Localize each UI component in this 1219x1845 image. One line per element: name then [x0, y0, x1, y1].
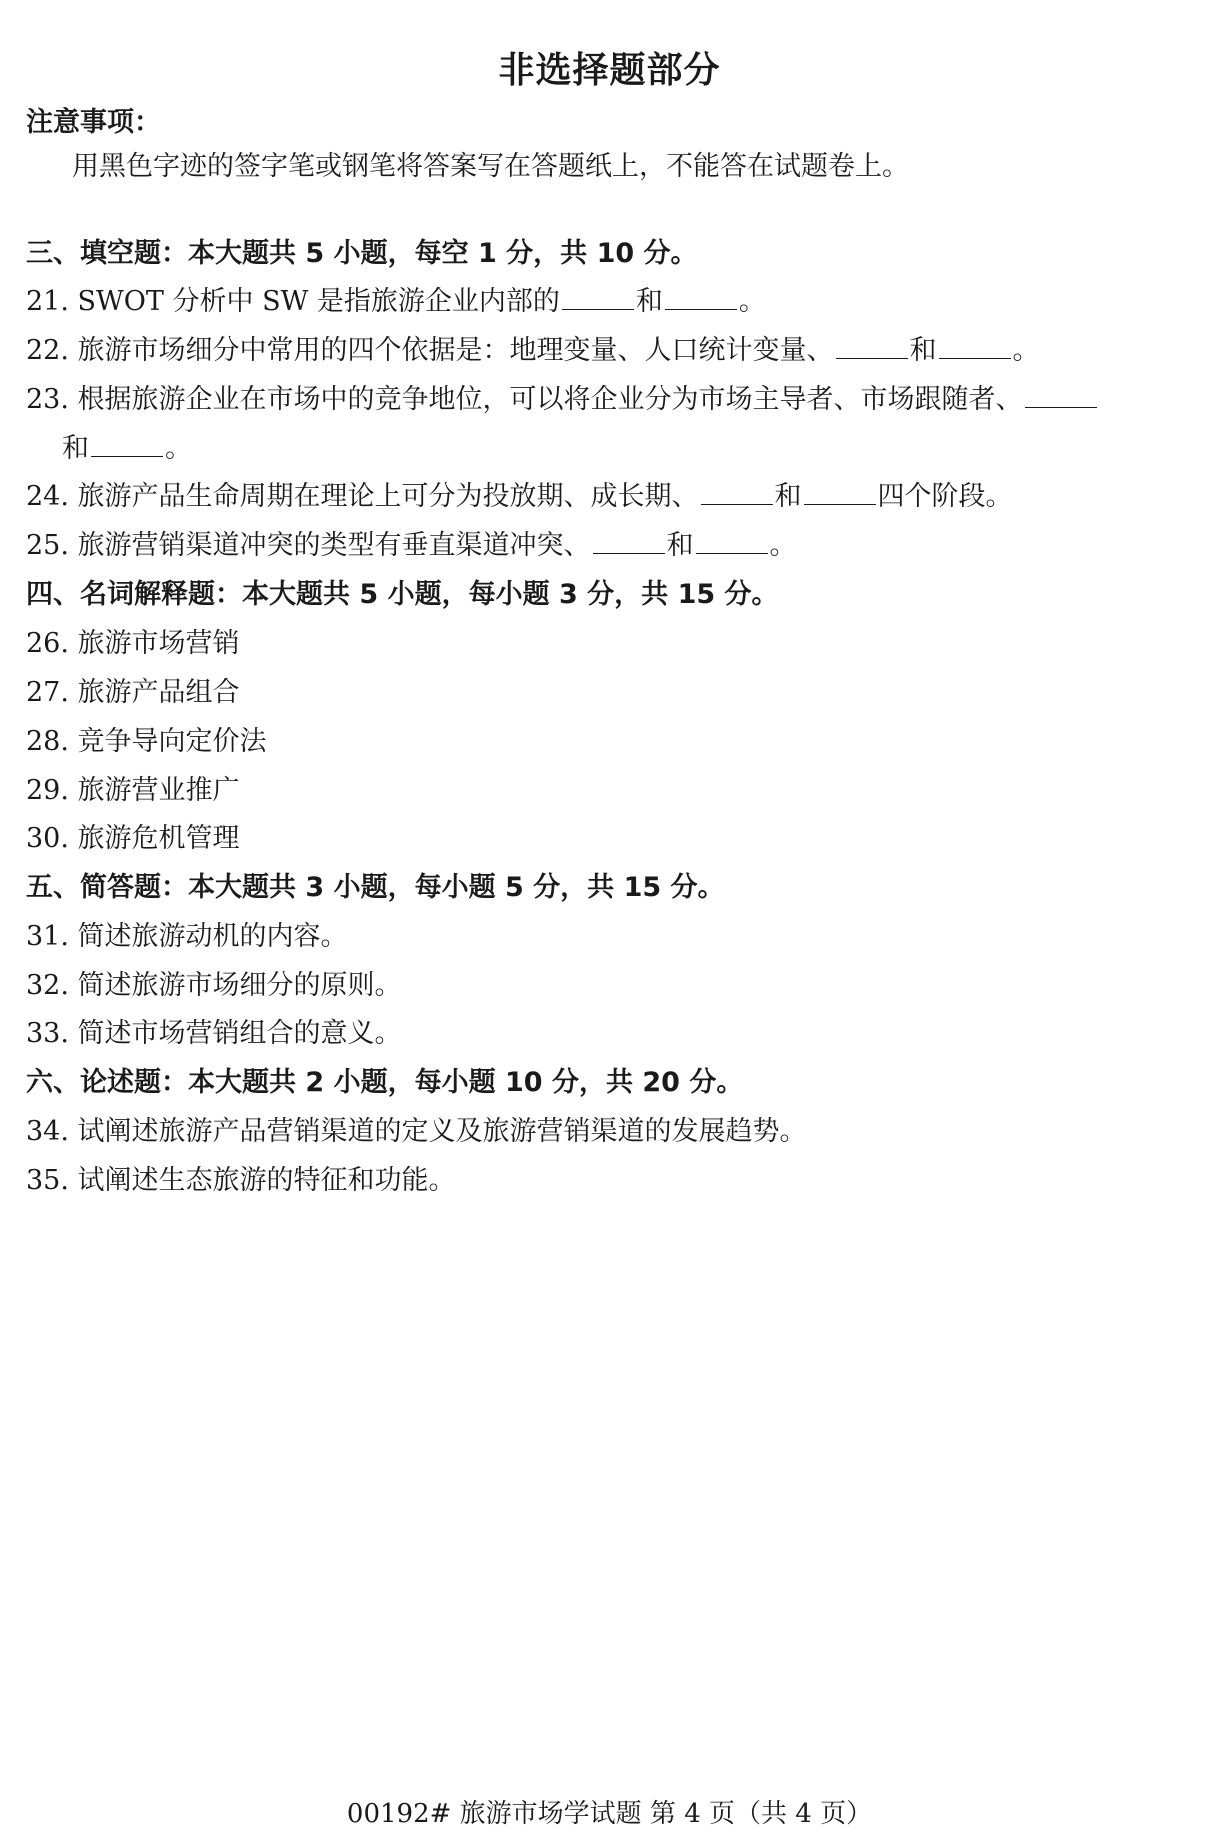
page-footer: 00192# 旅游市场学试题 第 4 页（共 4 页） [346, 1799, 873, 1829]
question-text: 和 [62, 433, 89, 464]
question-text: 。 [165, 433, 192, 464]
section-4-heading: 四、名词解释题：本大题共 5 小题，每小题 3 分，共 15 分。 [26, 579, 779, 610]
answer-blank [91, 432, 163, 457]
question-text: 和 [666, 530, 694, 561]
answer-blank [701, 480, 773, 505]
question-text: 四个阶段。 [877, 481, 1013, 512]
question-text: 和 [909, 335, 937, 366]
section-6-heading: 六、论述题：本大题共 2 小题，每小题 10 分，共 20 分。 [26, 1067, 744, 1098]
answer-blank [562, 285, 634, 310]
question-text: 和 [635, 286, 663, 317]
question-23 [26, 383, 1099, 417]
question-22 [26, 334, 1040, 368]
answer-blank [665, 285, 737, 310]
section-3-heading: 三、填空题：本大题共 5 小题，每空 1 分，共 10 分。 [26, 238, 698, 269]
question-27: 27. 旅游产品组合 [26, 677, 240, 708]
answer-blank [1025, 383, 1097, 408]
question-text: 。 [1012, 335, 1040, 366]
notice-heading: 注意事项： [26, 107, 161, 138]
question-24 [26, 480, 1013, 514]
page-title: 非选择题部分 [498, 50, 721, 91]
question-29: 29. 旅游营业推广 [26, 775, 240, 806]
question-30: 30. 旅游危机管理 [26, 823, 240, 854]
question-33: 33. 简述市场营销组合的意义。 [26, 1018, 402, 1049]
section-5-heading: 五、简答题：本大题共 3 小题，每小题 5 分，共 15 分。 [26, 872, 725, 903]
question-text: 21. SWOT 分析中 SW 是指旅游企业内部的 [26, 286, 560, 317]
question-text: 24. 旅游产品生命周期在理论上可分为投放期、成长期、 [26, 481, 699, 512]
answer-blank [696, 529, 768, 554]
question-text: 。 [769, 530, 797, 561]
question-text: 和 [774, 481, 802, 512]
question-26: 26. 旅游市场营销 [26, 628, 240, 659]
question-32: 32. 简述旅游市场细分的原则。 [26, 970, 402, 1001]
question-text: 。 [738, 286, 766, 317]
question-21 [26, 285, 766, 319]
answer-blank [804, 480, 876, 505]
question-text: 22. 旅游市场细分中常用的四个依据是：地理变量、人口统计变量、 [26, 335, 834, 366]
answer-blank [939, 334, 1011, 359]
question-35: 35. 试阐述生态旅游的特征和功能。 [26, 1165, 456, 1196]
question-34: 34. 试阐述旅游产品营销渠道的定义及旅游营销渠道的发展趋势。 [26, 1116, 807, 1147]
notice-text: 用黑色字迹的签字笔或钢笔将答案写在答题纸上，不能答在试题卷上。 [72, 151, 909, 182]
question-23-continued [62, 432, 192, 466]
question-25 [26, 529, 797, 563]
answer-blank [836, 334, 908, 359]
question-text: 25. 旅游营销渠道冲突的类型有垂直渠道冲突、 [26, 530, 591, 561]
question-text: 23. 根据旅游企业在市场中的竞争地位，可以将企业分为市场主导者、市场跟随者、 [26, 384, 1023, 415]
question-31: 31. 简述旅游动机的内容。 [26, 921, 348, 952]
question-28: 28. 竞争导向定价法 [26, 726, 267, 757]
answer-blank [593, 529, 665, 554]
